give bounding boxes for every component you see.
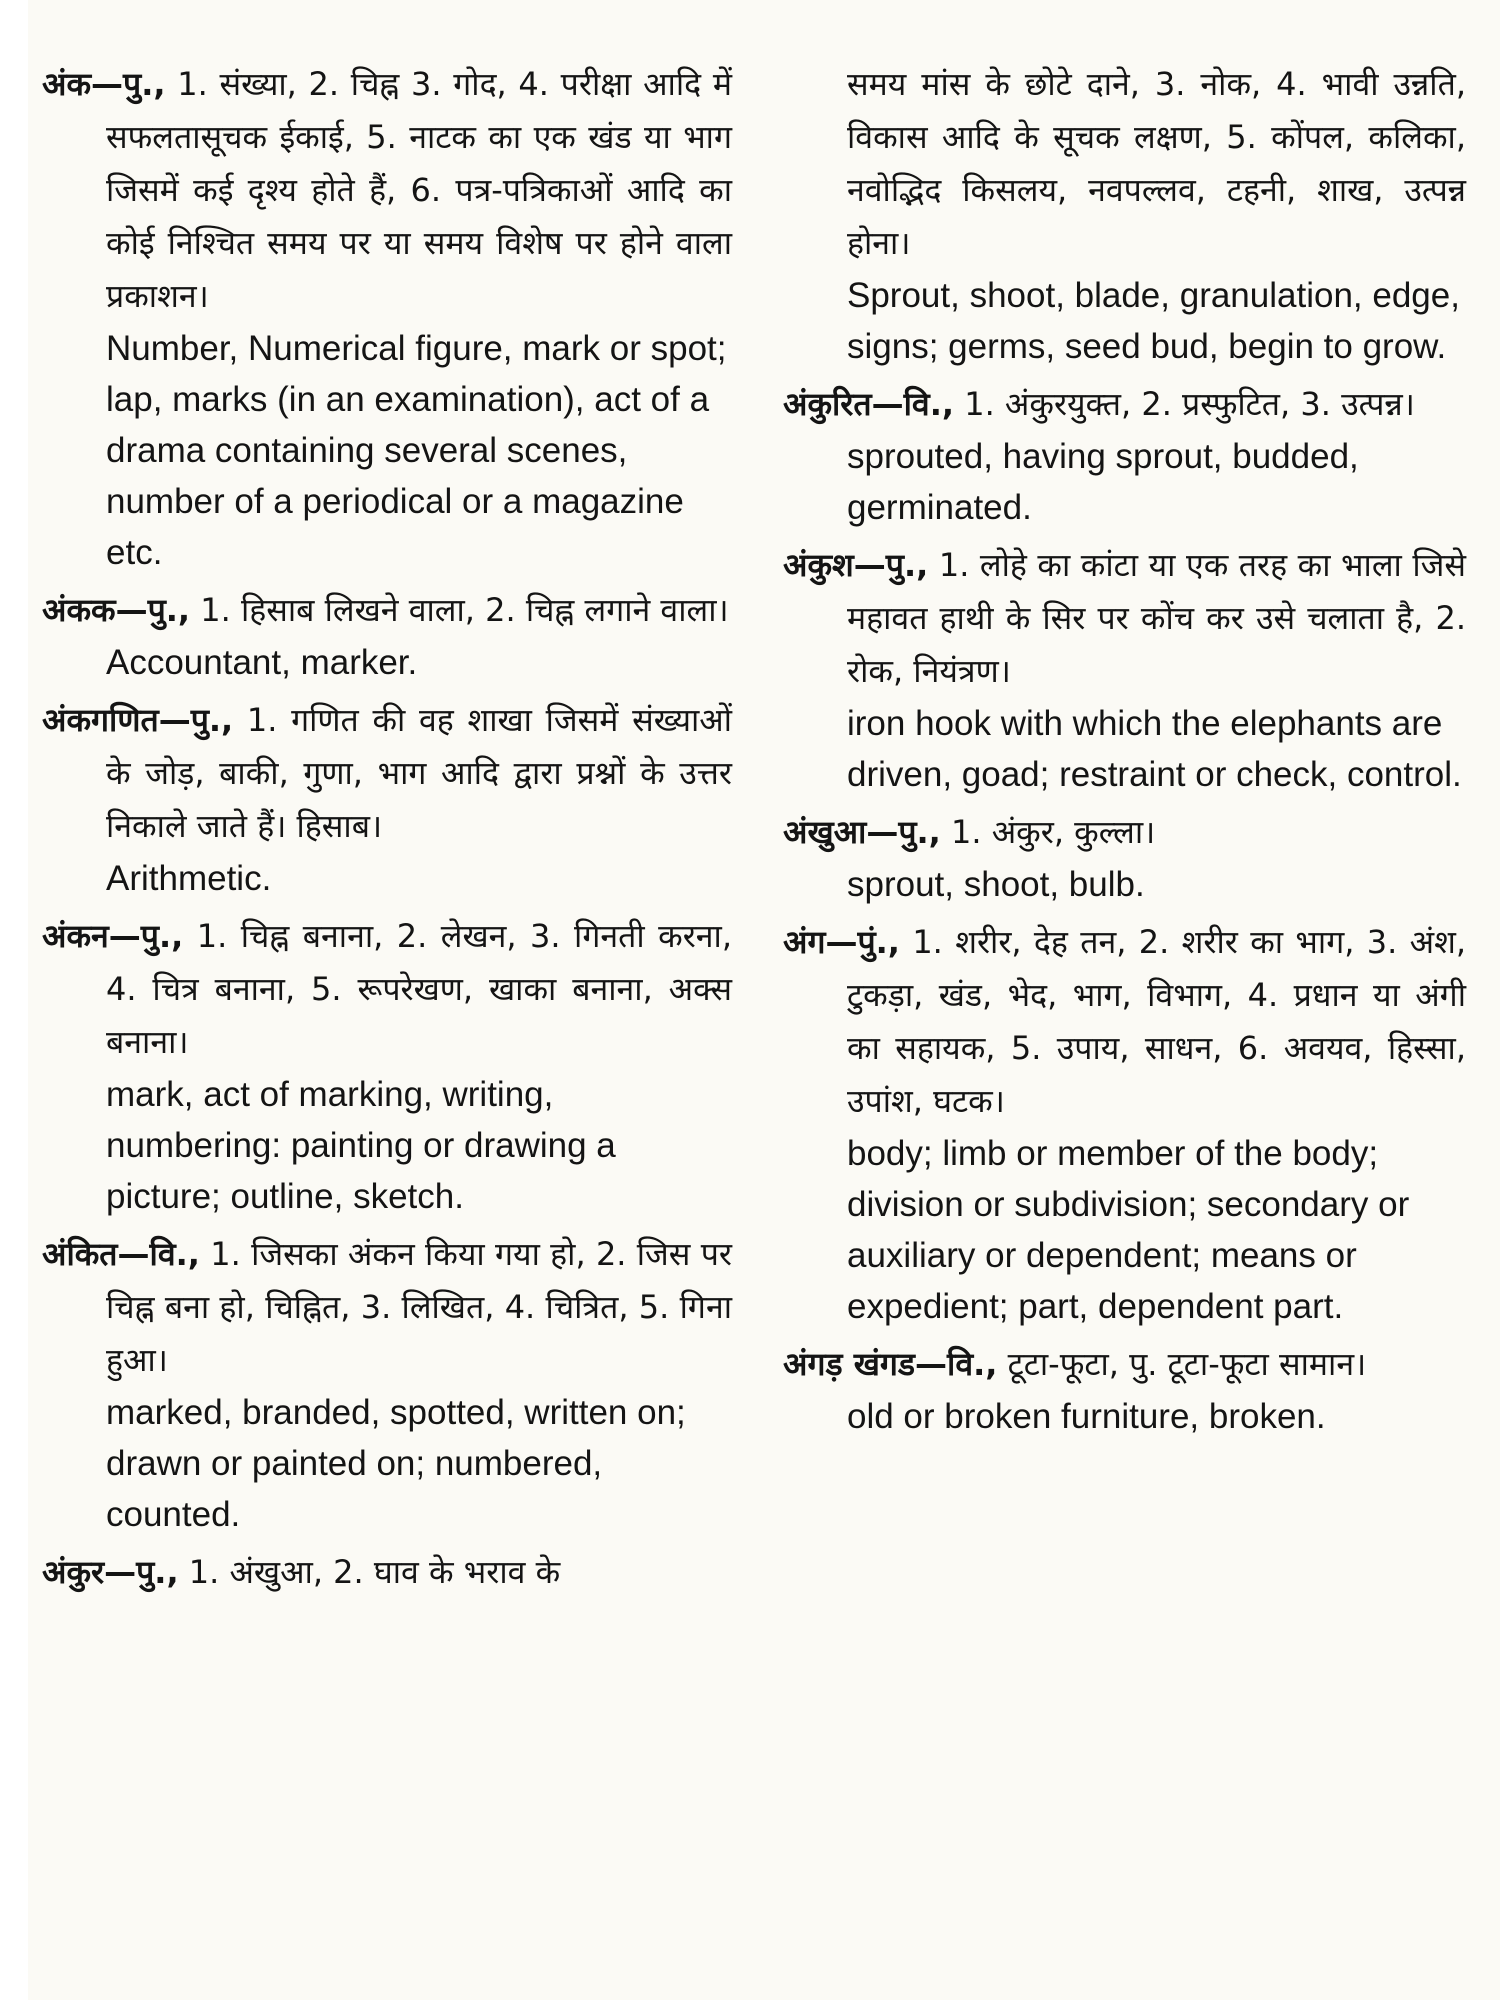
entry-headword: अंक—पु., xyxy=(42,65,166,103)
entry-headword: अंकगणित—पु., xyxy=(42,701,234,739)
dictionary-entry xyxy=(783,806,1466,910)
hindi-meaning: टूटा-फूटा, पु. टूटा-फूटा सामान। xyxy=(1007,1345,1367,1383)
english-meaning: mark, act of marking, writing, numbering: painting or drawing a picture; outline, sketch. xyxy=(106,1075,616,1216)
entry-definition-hindi xyxy=(783,539,1466,698)
entry-definition-hindi xyxy=(42,910,732,1069)
left-column xyxy=(42,58,732,1605)
dictionary-entry xyxy=(42,694,732,904)
entry-headword: अंकुरित—वि., xyxy=(783,385,955,423)
english-meaning: body; limb or member of the body; division or subdivision; secondary or auxiliary or dependent; means or expedient; part, dependent part. xyxy=(847,1134,1410,1326)
english-meaning: old or broken furniture, broken. xyxy=(847,1397,1326,1436)
dictionary-entry xyxy=(42,1228,732,1540)
entry-definition-hindi xyxy=(42,1228,732,1387)
hindi-meaning: 1. संख्या, 2. चिह्न 3. गोद, 4. परीक्षा आदि में सफलतासूचक ईकाई, 5. नाटक का एक खंड या भाग जिसमें कई दृश्य होते हैं, 6. पत्र-पत्रिकाओं आदि का कोई निश्चित समय पर या समय विशेष पर होने वाला प्रकाशन। xyxy=(106,65,733,315)
english-meaning: Arithmetic. xyxy=(106,859,272,898)
entry-headword: अंकुर—पु., xyxy=(42,1553,179,1591)
continued-english-meaning: Sprout, shoot, blade, granulation, edge, signs; germs, seed bud, begin to grow. xyxy=(847,276,1460,366)
english-meaning: Number, Numerical figure, mark or spot; lap, marks (in an examination), act of a drama containing several scenes, number of a periodical or a magazine etc. xyxy=(106,329,727,572)
entry-definition-hindi xyxy=(42,694,732,853)
dictionary-entry xyxy=(42,584,732,688)
continued-hindi-meaning: समय मांस के छोटे दाने, 3. नोक, 4. भावी उन्नति, विकास आदि के सूचक लक्षण, 5. कोंपल, कलिका, नवोद्भिद किसलय, नवपल्लव, टहनी, शाख, उत्पन्न होना। xyxy=(847,65,1466,262)
entry-headword: अंग—पुं., xyxy=(783,923,900,961)
entry-definition-hindi xyxy=(42,1546,732,1599)
dictionary-entry xyxy=(783,1338,1466,1442)
dictionary-entry xyxy=(42,58,732,578)
entry-definition-hindi xyxy=(783,916,1466,1128)
hindi-meaning: 1. हिसाब लिखने वाला, 2. चिह्न लगाने वाला। xyxy=(200,591,729,629)
english-meaning: sprouted, having sprout, budded, germinated. xyxy=(847,437,1359,527)
entry-headword: अंखुआ—पु., xyxy=(783,813,941,851)
dictionary-entry xyxy=(42,1546,732,1599)
entry-headword: अंकित—वि., xyxy=(42,1235,200,1273)
hindi-meaning: 1. जिसका अंकन किया गया हो, 2. जिस पर चिह्न बना हो, चिह्नित, 3. लिखित, 4. चित्रित, 5. गिना हुआ। xyxy=(106,1235,732,1379)
english-meaning: Accountant, marker. xyxy=(106,643,418,682)
hindi-meaning: 1. चिह्न बनाना, 2. लेखन, 3. गिनती करना, 4. चित्र बनाना, 5. रूपरेखण, खाका बनाना, अक्स बनाना। xyxy=(106,917,733,1061)
entry-headword: अंकुश—पु., xyxy=(783,546,929,584)
hindi-meaning: 1. शरीर, देह तन, 2. शरीर का भाग, 3. अंश, टुकड़ा, खंड, भेद, भाग, विभाग, 4. प्रधान या अंगी का सहायक, 5. उपाय, साधन, 6. अवयव, हिस्सा, उपांश, घटक। xyxy=(847,923,1467,1120)
entry-definition-hindi xyxy=(42,58,732,323)
entry-headword: अंकन—पु., xyxy=(42,917,184,955)
entry-headword: अंकक—पु., xyxy=(42,591,191,629)
hindi-meaning: 1. अंखुआ, 2. घाव के भराव के xyxy=(188,1553,561,1591)
dictionary-entry xyxy=(783,378,1466,533)
scan-margin xyxy=(0,0,28,2000)
right-column xyxy=(783,58,1466,1448)
dictionary-entry xyxy=(783,916,1466,1332)
entry-definition-hindi xyxy=(783,1338,1466,1391)
hindi-meaning: 1. गणित की वह शाखा जिसमें संख्याओं के जोड़, बाकी, गुणा, भाग आदि द्वारा प्रश्नों के उत्तर निकाले जाते हैं। हिसाब। xyxy=(106,701,733,845)
entry-headword: अंगड़ खंगड—वि., xyxy=(783,1345,998,1383)
hindi-meaning: 1. लोहे का कांटा या एक तरह का भाला जिसे महावत हाथी के सिर पर कोंच कर उसे चलाता है, 2. रोक, नियंत्रण। xyxy=(847,546,1467,690)
hindi-meaning: 1. अंकुरयुक्त, 2. प्रस्फुटित, 3. उत्पन्न। xyxy=(964,385,1415,423)
entry-definition-hindi xyxy=(42,584,732,637)
entry-definition-hindi xyxy=(783,806,1466,859)
english-meaning: iron hook with which the elephants are driven, goad; restraint or check, control. xyxy=(847,704,1462,794)
hindi-meaning: 1. अंकुर, कुल्ला। xyxy=(951,813,1156,851)
english-meaning: sprout, shoot, bulb. xyxy=(847,865,1145,904)
entry-definition-hindi xyxy=(783,378,1466,431)
english-meaning: marked, branded, spotted, written on; drawn or painted on; numbered, counted. xyxy=(106,1393,686,1534)
dictionary-entry xyxy=(783,539,1466,800)
dictionary-entry xyxy=(42,910,732,1222)
continued-entry xyxy=(783,58,1466,372)
